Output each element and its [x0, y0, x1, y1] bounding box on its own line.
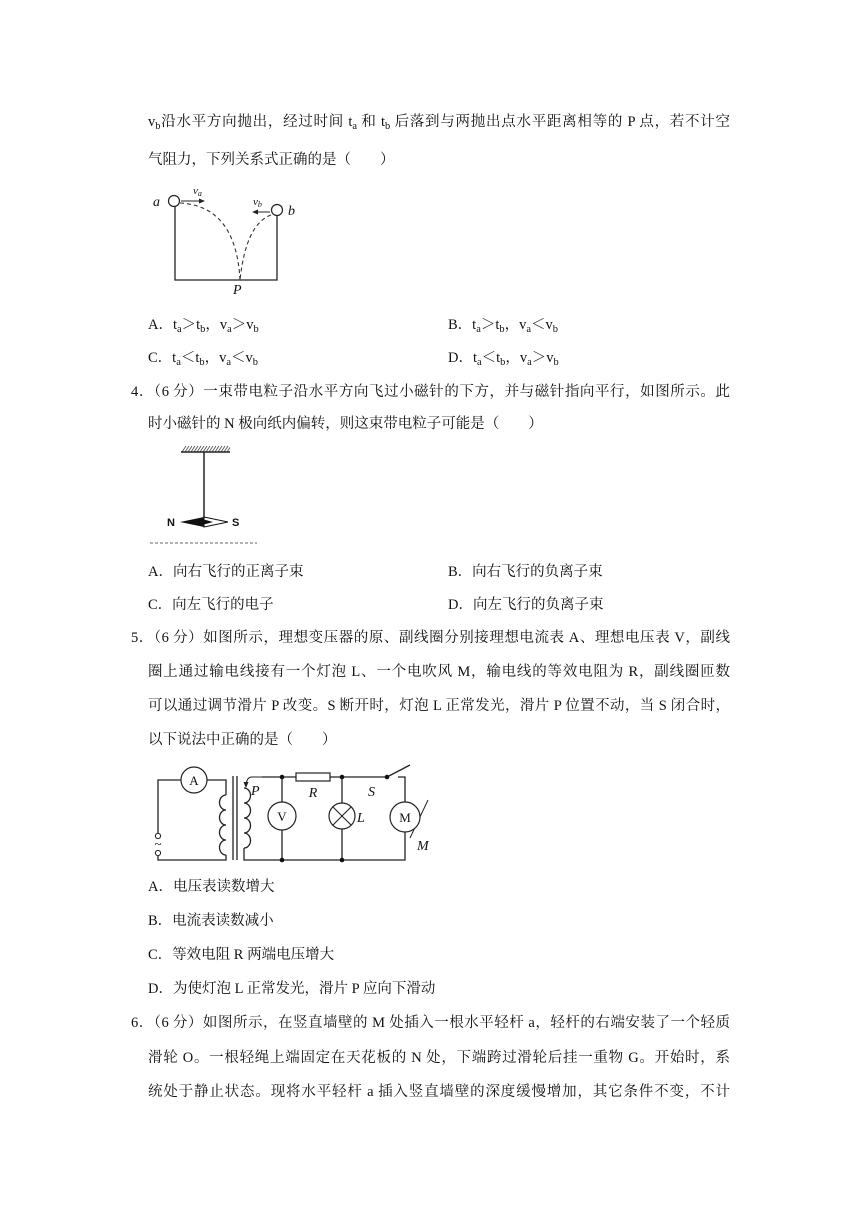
velocity-a-subscript: a: [197, 189, 202, 198]
junction-dot: [280, 775, 285, 780]
secondary-coil: [244, 788, 251, 848]
transformer-circuit-figure: [150, 760, 440, 868]
primary-lead-wire: [207, 780, 226, 795]
option-text: ，v: [505, 350, 528, 366]
option-text: ＞v: [231, 317, 254, 333]
stem-text: v: [148, 114, 156, 130]
north-pole-label: N: [167, 517, 175, 529]
subscript: b: [252, 356, 258, 368]
q4-stem-line-1: 4．（6 分）一束带电粒子沿水平方向飞过小磁针的下方，并与磁针指向平行，如图所示。此: [131, 384, 730, 400]
ball-a: [169, 196, 180, 207]
subscript: a: [176, 356, 181, 368]
switch-label: S: [368, 785, 375, 800]
q5-option-d: D．为使灯泡 L 正常发光，滑片 P 应向下滑动: [148, 981, 436, 997]
stem-text: 后落到与两抛出点水平距离相等的 P 点，若不计空: [390, 114, 730, 130]
transformer-core: [233, 776, 237, 860]
q3-option-a: [148, 314, 428, 336]
projectile-figure: [140, 175, 310, 305]
option-text: D．t: [448, 350, 477, 366]
subscript: b: [553, 356, 559, 368]
junction-dot: [340, 775, 345, 780]
ammeter-label: A: [189, 773, 199, 788]
option-text: ＜t: [481, 350, 501, 366]
velocity-b-symbol: v: [253, 196, 258, 208]
lamp-label: L: [357, 811, 365, 826]
subscript: a: [527, 356, 532, 368]
primary-coil: [220, 795, 226, 855]
south-pole-label: S: [232, 517, 240, 529]
option-text: ＜v: [530, 317, 553, 333]
q3-option-c: [148, 347, 428, 369]
input-terminal-bottom: [155, 850, 160, 855]
trajectory-b: [240, 215, 271, 280]
magnet-north-half: [180, 517, 204, 527]
switch-blade: [387, 765, 410, 777]
ball-b: [272, 205, 283, 216]
option-text: B．t: [448, 317, 477, 333]
landing-point-label: P: [233, 283, 242, 298]
stem-text: 沿水平方向抛出，经过时间 t: [160, 114, 353, 130]
ball-a-label: a: [153, 195, 160, 210]
subscript: a: [227, 323, 232, 335]
q4-option-d: D．向左飞行的负离子束: [448, 597, 604, 613]
q5-stem-line-1: 5．（6 分）如图所示，理想变压器的原、副线圈分别接理想电流表 A、理想电压表 V，副线: [131, 630, 730, 646]
ceiling-hatching: [182, 446, 230, 452]
motor-branch-wire: [398, 777, 405, 802]
subscript: a: [177, 323, 182, 335]
q4-stem-line-2: 时小磁针的 N 极向纸内偏转，则这束带电粒子可能是（ ）: [148, 416, 543, 432]
secondary-bottom-wire: [244, 832, 405, 860]
junction-dot: [340, 858, 345, 863]
subscript: b: [552, 323, 558, 335]
subscript: b: [200, 323, 206, 335]
option-text: ，v: [504, 317, 527, 333]
option-text: ＞v: [531, 350, 554, 366]
subscript: a: [526, 323, 531, 335]
q5-option-c: C．等效电阻 R 两端电压增大: [148, 947, 335, 963]
velocity-a-symbol: v: [193, 185, 198, 197]
q3-stem-line-2: 气阻力，下列关系式正确的是（ ）: [148, 152, 395, 168]
subscript: b: [199, 356, 205, 368]
option-text: ＞t: [480, 317, 500, 333]
slider-label: P: [251, 784, 260, 799]
option-text: ＜t: [180, 350, 200, 366]
q5-option-b: B．电流表读数减小: [148, 913, 274, 929]
junction-dot: [385, 775, 390, 780]
q4-option-c: C．向左飞行的电子: [148, 597, 274, 613]
q3-option-d: [448, 347, 728, 369]
subscript: a: [352, 120, 358, 132]
ac-source-symbol: ~: [154, 836, 162, 851]
trajectory-a: [180, 203, 240, 280]
q6-stem-line-3: 统处于静止状态。现将水平轻杆 a 插入竖直墙壁的深度缓慢增加，其它条件不变，不计: [148, 1084, 730, 1100]
option-text: C．t: [148, 350, 177, 366]
q4-option-a: A．向右飞行的正离子束: [148, 564, 304, 580]
q5-stem-line-2: 圈上通过输电线接有一个灯泡 L、一个电吹风 M，输电线的等效电阻为 R，副线圈匝数: [148, 664, 730, 680]
subscript: b: [500, 356, 506, 368]
subscript: a: [476, 323, 481, 335]
junction-dot: [280, 858, 285, 863]
subscript: b: [155, 120, 161, 132]
compass-needle-figure: [145, 440, 265, 552]
q5-stem-line-4: 以下说法中正确的是（ ）: [148, 732, 337, 748]
option-text: A．t: [148, 317, 177, 333]
q3-stem-line-1: [148, 111, 730, 133]
option-text: ，v: [204, 350, 227, 366]
subscript: b: [253, 323, 259, 335]
option-text: ＞t: [181, 317, 201, 333]
voltmeter-label: V: [277, 809, 287, 824]
q3-option-b: [448, 314, 728, 336]
subscript: b: [499, 323, 505, 335]
velocity-a-label: [193, 185, 202, 198]
subscript: a: [477, 356, 482, 368]
option-text: ，v: [205, 317, 228, 333]
velocity-b-subscript: b: [257, 200, 262, 209]
q6-stem-line-2: 滑轮 O。一根轻绳上端固定在天花板的 N 处，下端跨过滑轮后挂一重物 G。开始时，系: [148, 1050, 730, 1066]
motor-symbol: M: [399, 810, 411, 825]
q4-option-b: B．向右飞行的负离子束: [448, 564, 603, 580]
resistor: [296, 773, 330, 781]
option-text: ＜v: [230, 350, 253, 366]
motor-label: M: [417, 839, 429, 854]
subscript: a: [226, 356, 231, 368]
primary-bottom-wire: [158, 855, 226, 860]
subscript: b: [385, 120, 391, 132]
ball-b-label: b: [288, 204, 295, 219]
stem-text: 和 t: [357, 114, 386, 130]
q6-stem-line-1: 6．（6 分）如图所示，在竖直墙壁的 M 处插入一根水平轻杆 a，轻杆的右端安装了一个轻质: [131, 1015, 730, 1031]
primary-top-wire: [158, 780, 181, 833]
q5-option-a: A．电压表读数增大: [148, 879, 275, 895]
platform-outline: [175, 207, 277, 280]
q5-stem-line-3: 可以通过调节滑片 P 改变。S 断开时，灯泡 L 正常发光，滑片 P 位置不动，当 S 闭合时，: [148, 698, 730, 714]
resistor-label: R: [308, 786, 318, 801]
velocity-b-label: [253, 196, 262, 209]
